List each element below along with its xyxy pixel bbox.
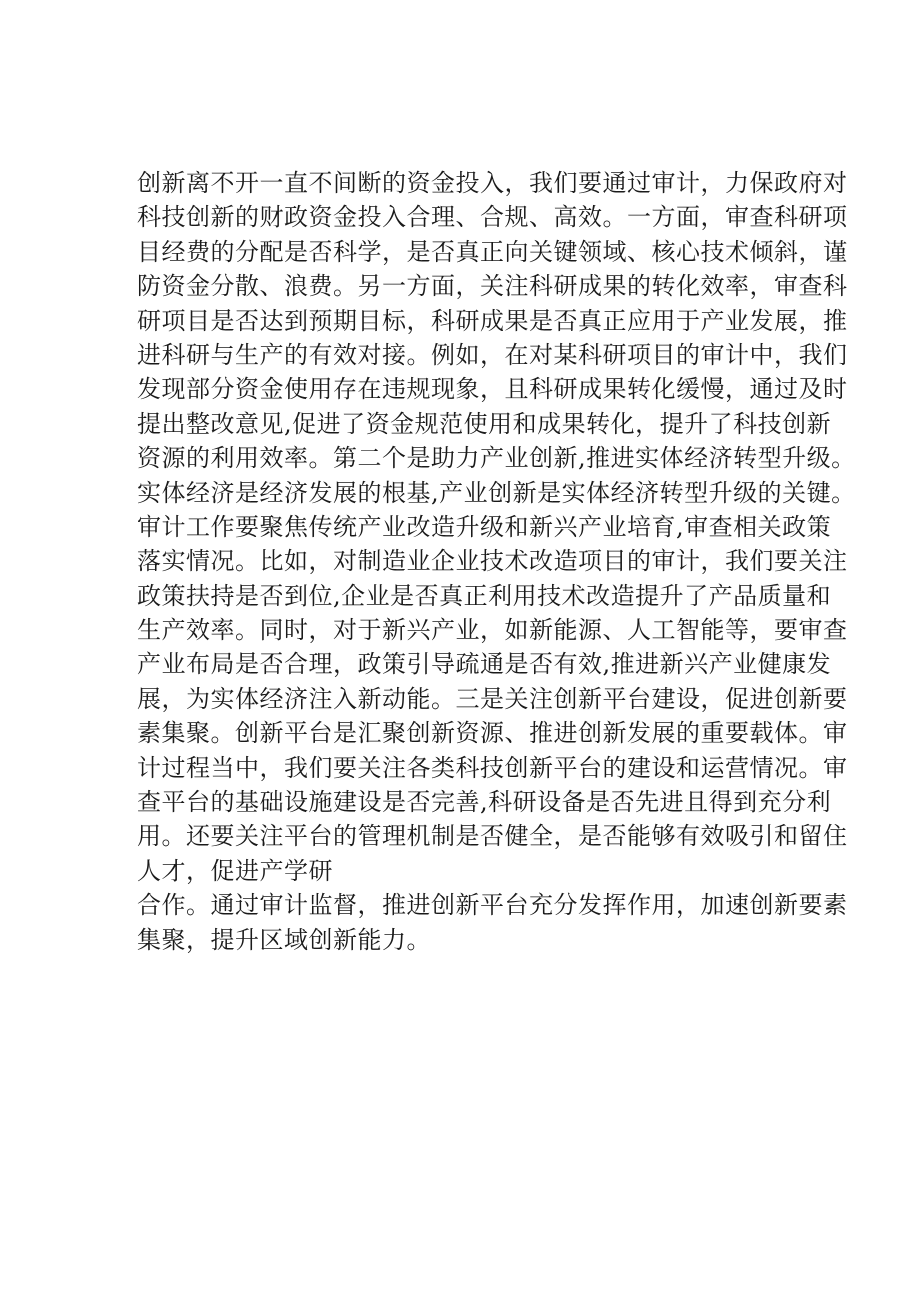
text-line-5: 研项目是否达到预期目标，科研成果是否真正应用于产业发展，推 [137,306,848,335]
text-line-17: 素集聚。创新平台是汇聚创新资源、推进创新发展的重要载体。审 [137,719,848,748]
text-line-3: 目经费的分配是否科学，是否真正向关键领域、核心技术倾斜，谨 [137,237,848,266]
text-line-21: 人才，促进产学研 [137,856,333,885]
text-line-8: 提出整改意见,促进了资金规范使用和成果转化，提升了科技创新 [137,409,832,438]
text-line-10: 实体经济是经济发展的根基,产业创新是实体经济转型升级的关键。 [137,478,856,507]
text-line-22: 合作。通过审计监督，推进创新平台充分发挥作用，加速创新要素 [137,891,848,920]
text-line-1: 创新离不开一直不间断的资金投入，我们要通过审计，力保政府对 [137,169,848,197]
text-line-4: 防资金分散、浪费。另一方面，关注科研成果的转化效率，审查科 [137,272,848,301]
text-line-15: 产业布局是否合理，政策引导疏通是否有效,推进新兴产业健康发 [137,650,832,679]
text-line-14: 生产效率。同时，对于新兴产业，如新能源、人工智能等，要审查 [137,616,848,645]
text-line-12: 落实情况。比如，对制造业企业技术改造项目的审计，我们要关注 [137,547,848,576]
text-line-16: 展，为实体经济注入新动能。三是关注创新平台建设，促进创新要 [137,684,848,713]
text-line-18: 计过程当中，我们要关注各类科技创新平台的建设和运营情况。审 [137,753,848,782]
text-line-7: 发现部分资金使用存在违规现象，且科研成果转化缓慢，通过及时 [137,375,848,404]
text-line-20: 用。还要关注平台的管理机制是否健全，是否能够有效吸引和留住 [137,822,848,851]
text-line-13: 政策扶持是否到位,企业是否真正利用技术改造提升了产品质量和 [137,581,832,610]
text-line-9: 资源的利用效率。第二个是助力产业创新,推进实体经济转型升级。 [137,444,856,473]
text-line-11: 审计工作要聚焦传统产业改造升级和新兴产业培育,审查相关政策 [137,512,832,541]
text-line-23: 集聚，提升区域创新能力。 [137,925,431,954]
text-line-19: 查平台的基础设施建设是否完善,科研设备是否先进且得到充分利 [137,788,832,817]
text-line-6: 进科研与生产的有效对接。例如，在对某科研项目的审计中，我们 [137,340,848,369]
text-line-2: 科技创新的财政资金投入合理、合规、高效。一方面，审查科研项 [137,203,848,232]
body-text [137,166,856,957]
